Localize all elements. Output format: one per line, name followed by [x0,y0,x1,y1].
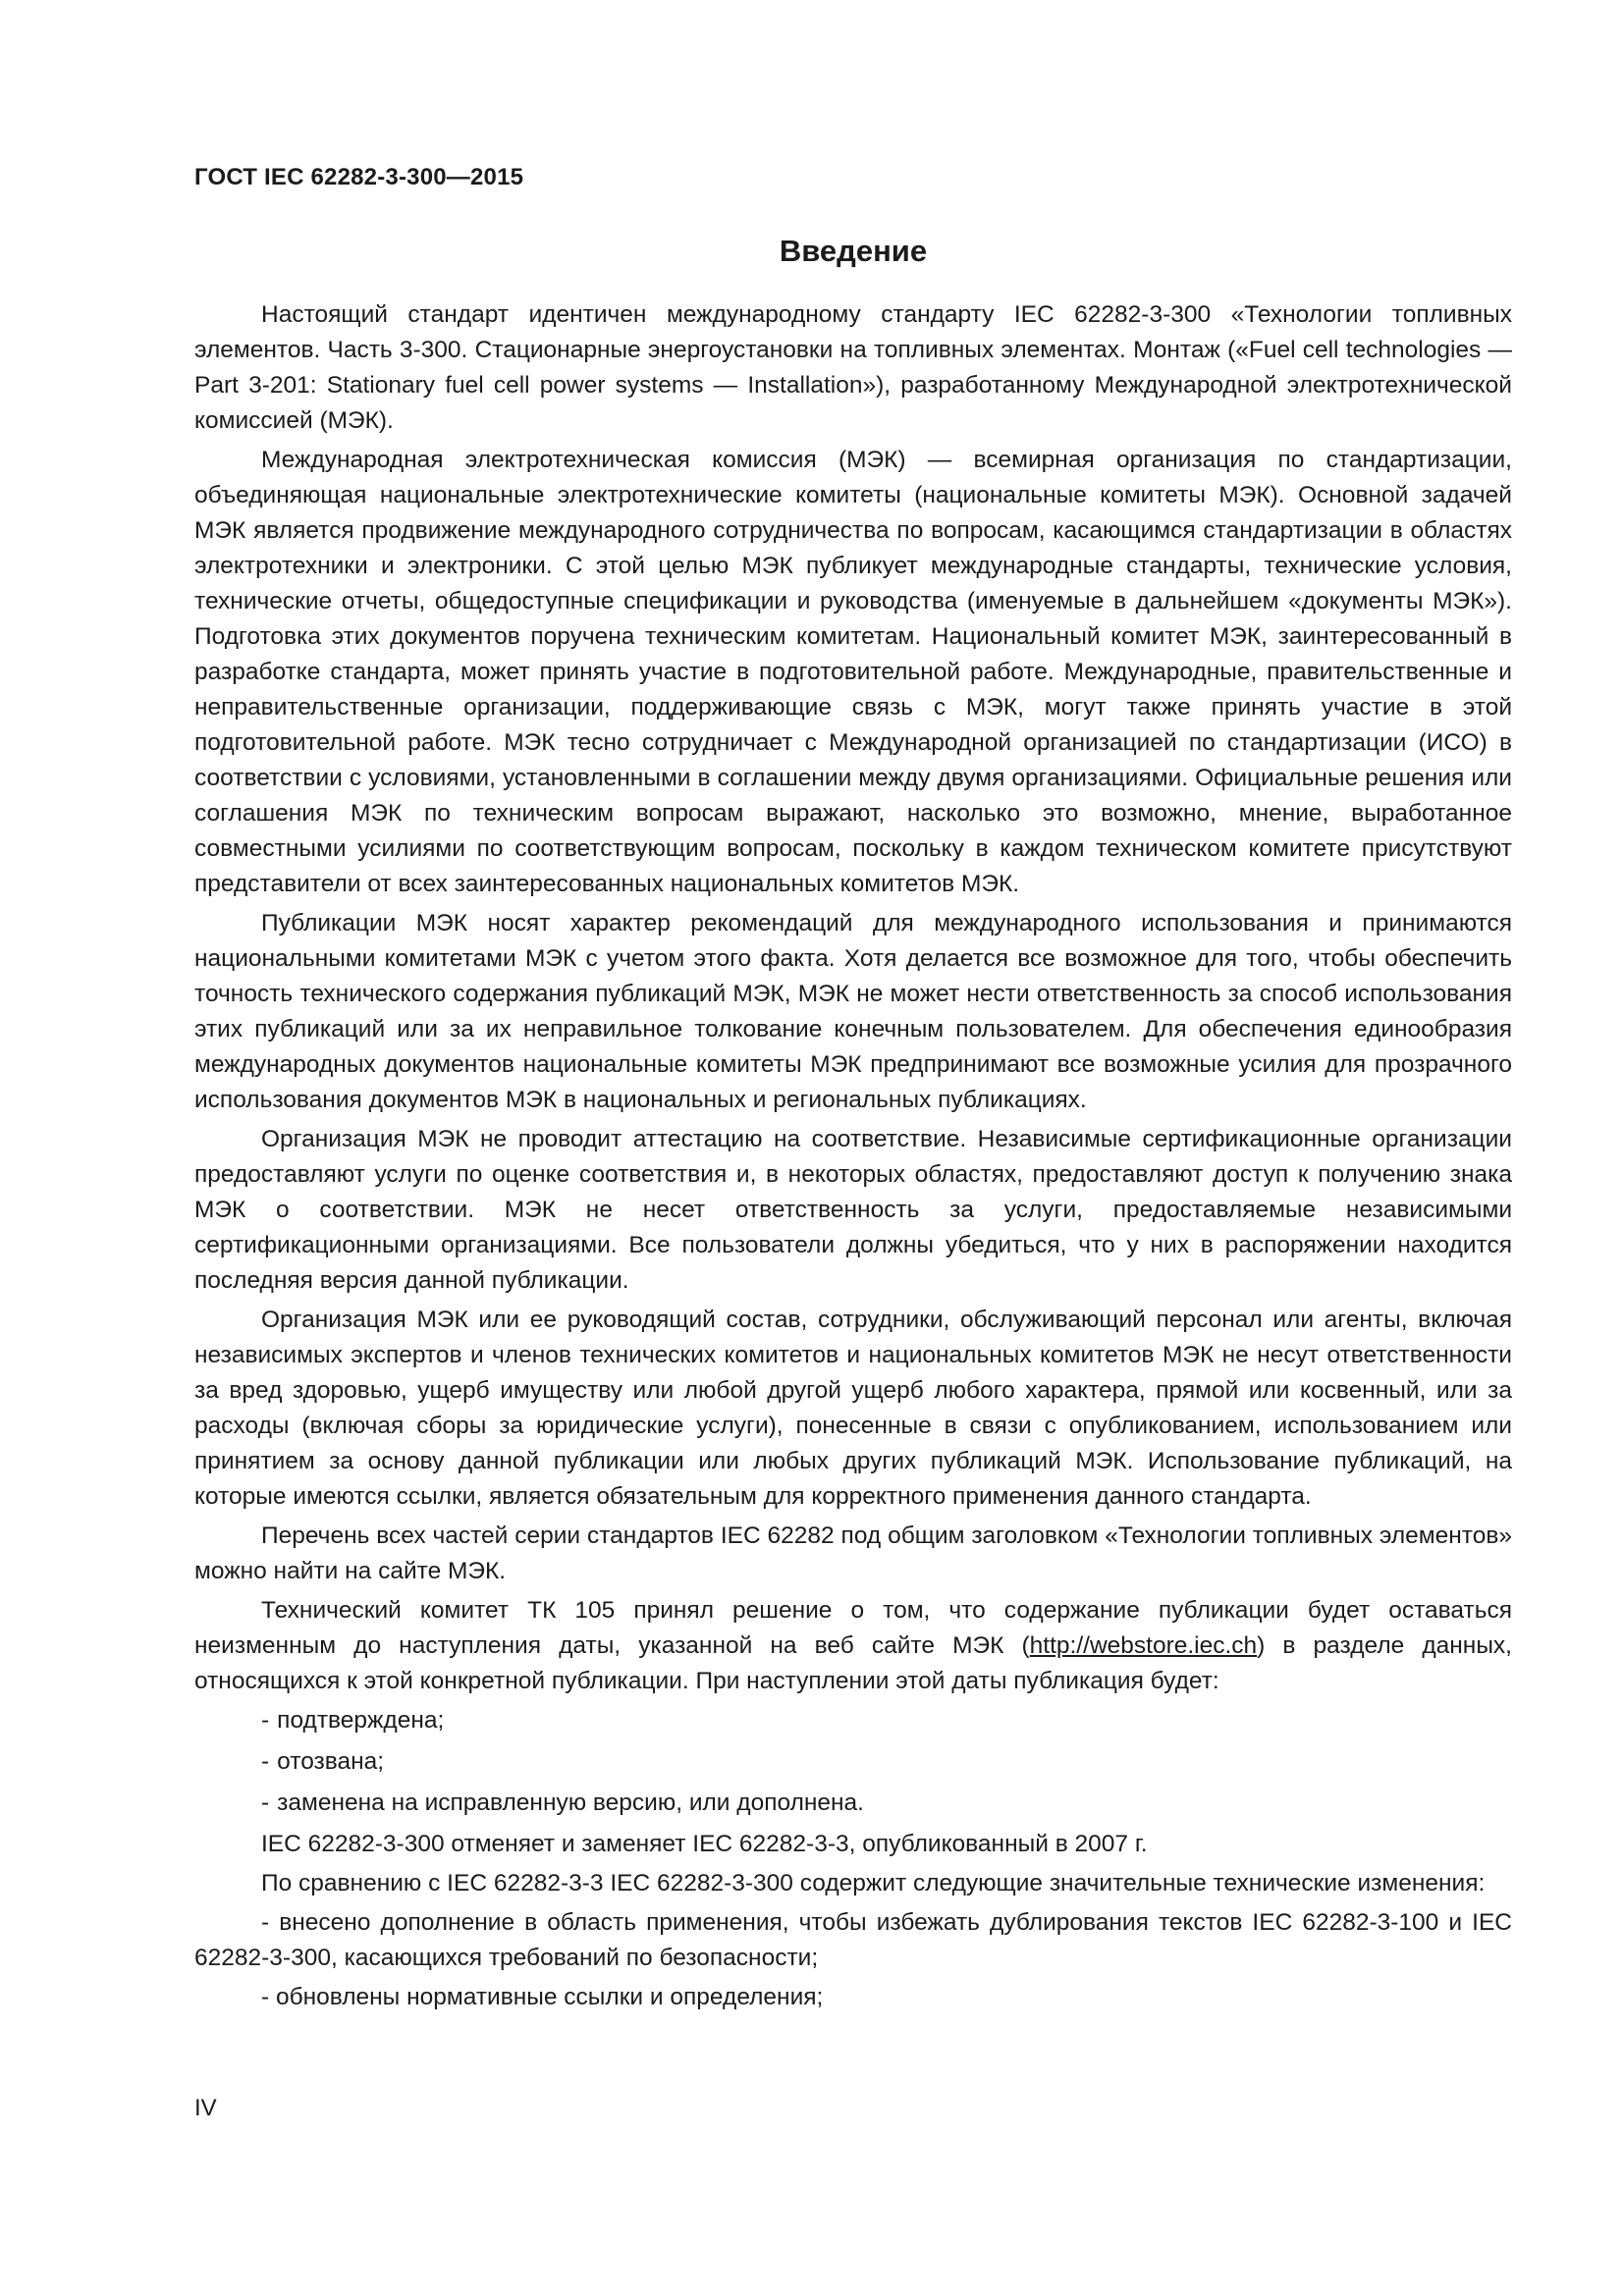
tc-text-after-link: ) в разделе данных, относящихся к этой конкретной публикации. При наступлении этой даты публикация будет: [194,1632,1512,1694]
list-item [194,1703,1512,1738]
list-dash: - [261,1707,270,1734]
page-title: Введение [779,234,928,268]
list-dash: - [261,1748,270,1775]
paragraph-liability: Организация МЭК или ее руководящий состав, сотрудники, обслуживающий персонал или агенты, включая независимых экспертов и членов технических комитетов и национальных комитетов МЭК не несут ответственности за вред здоровью, ущерб имуществу или любой другой ущерб любого характера, прямой или косвенный, или за расходы (включая сборы за юридические услуги), понесенные в связи с опубликованием, использованием или принятием за основу данной публикации или любых других публикаций МЭК. Использование публикаций, на которые имеются ссылки, является обязательным для корректного применения данного стандарта. [194,1307,1512,1510]
list-item-text: заменена на исправленную версию, или дополнена. [277,1789,864,1816]
paragraph-iec-description: Международная электротехническая комиссия (МЭК) — всемирная организация по стандартизации, объединяющая национальные электротехнические комитеты (национальные комитеты МЭК). Основной задачей МЭК является продвижение международного сотрудничества по вопросам, касающимся стандартизации в областях электротехники и электроники. С этой целью МЭК публикует международные стандарты, технические условия, технические отчеты, общедоступные спецификации и руководства (именуемые в дальнейшем «документы МЭК»). Подготовка этих документов поручена техническим комитетам. Национальный комитет МЭК, заинтересованный в разработке стандарта, может принять участие в подготовительной работе. Международные, правительственные и неправительственные организации, поддерживающие связь с МЭК, могут также принять участие в этой подготовительной работе. МЭК тесно сотрудничает с Международной организацией по стандартизации (ИСО) в соответствии с условиями, установленными в соглашении между двумя организациями. Официальные решения или соглашения МЭК по техническим вопросам выражают, насколько это возможно, мнение, выработанное совместными усилиями по соответствующим вопросам, поскольку в каждом техническом комитете присутствуют представители от всех заинтересованных национальных комитетов МЭК. [194,447,1512,897]
paragraph-publications: Публикации МЭК носят характер рекомендаций для международного использования и принимаются национальными комитетами МЭК с учетом этого факта. Хотя делается все возможное для того, чтобы обеспечить точность технического содержания публикаций МЭК, МЭК не может нести ответственность за способ использования этих публикаций или за их неправильное толкование конечным пользователем. Для обеспечения единообразия международных документов национальные комитеты МЭК предпринимают все возможные усилия для прозрачного использования документов МЭК в национальных и региональных публикациях. [194,910,1512,1113]
paragraph-technical-committee [194,1593,1512,1699]
page-number: IV [194,2095,217,2121]
list-dash: - [261,1789,270,1816]
paragraph-identity: Настоящий стандарт идентичен международному стандарту IEC 62282-3-300 «Технологии топливных элементов. Часть 3-300. Стационарные энергоустановки на топливных элементах. Монтаж («Fuel cell technologies — Part 3-201: Stationary fuel cell power systems — Installation»), разработанному Международной электротехнической комиссией (МЭК). [194,301,1512,434]
paragraph-change-references: - обновлены нормативные ссылки и определения; [261,1984,824,2010]
tc-text-before-link: Технический комитет ТК 105 принял решение о том, что содержание публикации будет оставаться неизменным до наступления даты, указанной на веб сайте МЭК ( [194,1597,1512,1659]
list-item [194,1786,1512,1821]
list-item-text: отозвана; [277,1748,385,1775]
paragraph-attestation: Организация МЭК не проводит аттестацию на соответствие. Независимые сертификационные организации предоставляют услуги по оценке соответствия и, в некоторых областях, предоставляют доступ к получению знака МЭК о соответствии. МЭК не несет ответственность за услуги, предоставляемые независимыми сертификационными организациями. Все пользователи должны убедиться, что у них в распоряжении находится последняя версия данной публикации. [194,1126,1512,1294]
webstore-link[interactable]: http://webstore.iec.ch [1029,1632,1258,1659]
list-item-text: подтверждена; [277,1707,445,1734]
paragraph-series-list: Перечень всех частей серии стандартов IEC 62282 под общим заголовком «Технологии топливных элементов» можно найти на сайте МЭК. [194,1522,1512,1584]
paragraph-replaces: IEC 62282-3-300 отменяет и заменяет IEC 62282-3-3, опубликованный в 2007 г. [261,1831,1148,1857]
standard-code-header: ГОСТ IEC 62282-3-300—2015 [194,164,524,190]
paragraph-comparison: По сравнению с IEC 62282-3-3 IEC 62282-3-300 содержит следующие значительные технические изменения: [261,1870,1486,1896]
list-item [194,1744,1512,1780]
paragraph-change-scope: - внесено дополнение в область применения, чтобы избежать дублирования текстов IEC 62282-3-100 и IEC 62282-3-300, касающихся требований по безопасности; [194,1909,1512,1971]
document-body [194,297,1512,2019]
